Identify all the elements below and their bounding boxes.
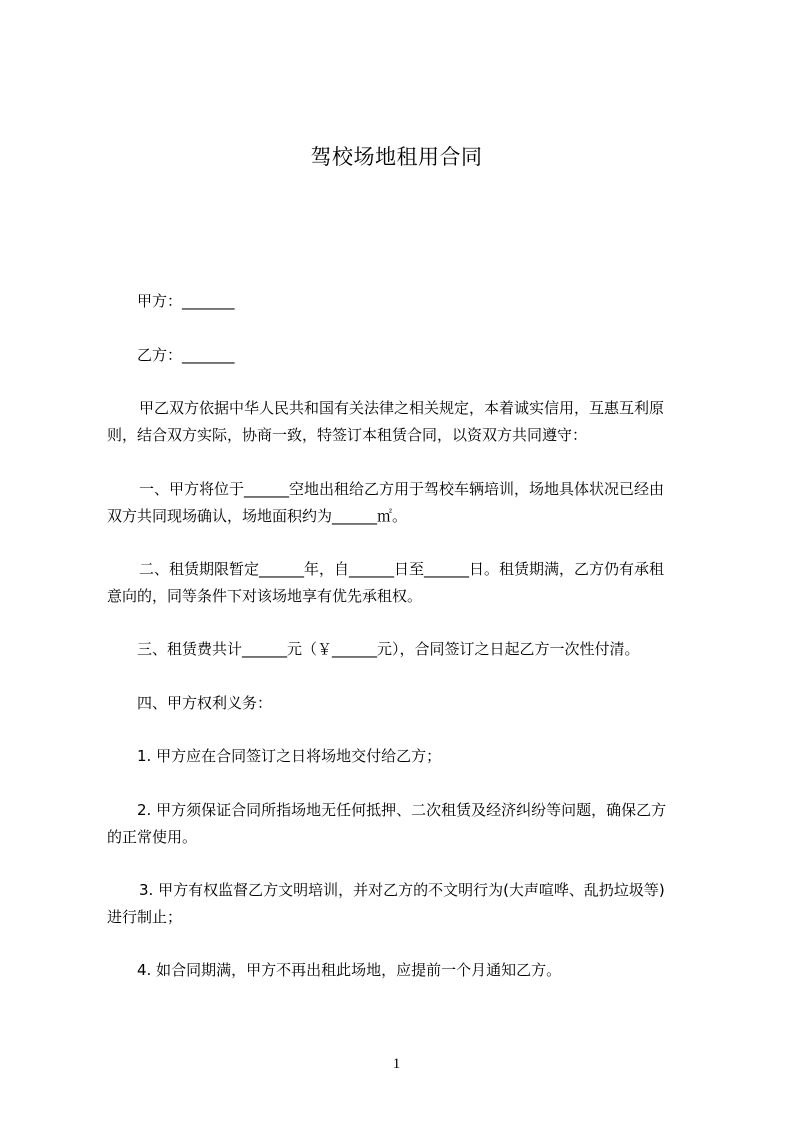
clause-2-line-2: 意向的，同等条件下对该场地享有优先承租权。 <box>107 587 423 605</box>
clause-4-item-3-line-2: 进行制止； <box>107 908 183 926</box>
clause-1-line-1: 一、甲方将位于______空地出租给乙方用于驾校车辆培训，场地具体状况已经由 <box>139 480 665 498</box>
clause-4-item-4: 4. 如合同期满，甲方不再出租此场地，应提前一个月通知乙方。 <box>137 961 562 979</box>
clause-4-item-3-line-1: 3. 甲方有权监督乙方文明培训，并对乙方的不文明行为(大声喧哗、乱扔垃圾等) <box>139 881 665 899</box>
clause-4-item-2-line-2: 的正常使用。 <box>107 828 198 846</box>
clause-4-heading: 四、甲方权利义务： <box>137 694 273 712</box>
party-a-line: 甲方：_______ <box>137 292 235 310</box>
page-number: 1 <box>392 1056 401 1072</box>
clause-1-line-2: 双方共同现场确认，场地面积约为______㎡。 <box>107 507 408 525</box>
preamble-line-2: 则，结合双方实际，协商一致，特签订本租赁合同，以资双方共同遵守： <box>107 426 588 444</box>
clause-3: 三、租赁费共计______元（￥______元），合同签订之日起乙方一次性付清。 <box>137 640 640 658</box>
clause-4-item-2-line-1: 2. 甲方须保证合同所指场地无任何抵押、二次租赁及经济纠纷等问题，确保乙方 <box>137 801 667 819</box>
party-b-line: 乙方：_______ <box>137 346 235 364</box>
clause-2-line-1: 二、租赁期限暂定______年，自______日至______日。租赁期满，乙方仍有承租 <box>139 560 665 578</box>
document-title: 驾校场地租用合同 <box>310 145 483 169</box>
clause-4-item-1: 1. 甲方应在合同签订之日将场地交付给乙方； <box>137 747 442 765</box>
preamble-line-1: 甲乙双方依据中华人民共和国有关法律之相关规定，本着诚实信用，互惠互利原 <box>139 399 665 417</box>
